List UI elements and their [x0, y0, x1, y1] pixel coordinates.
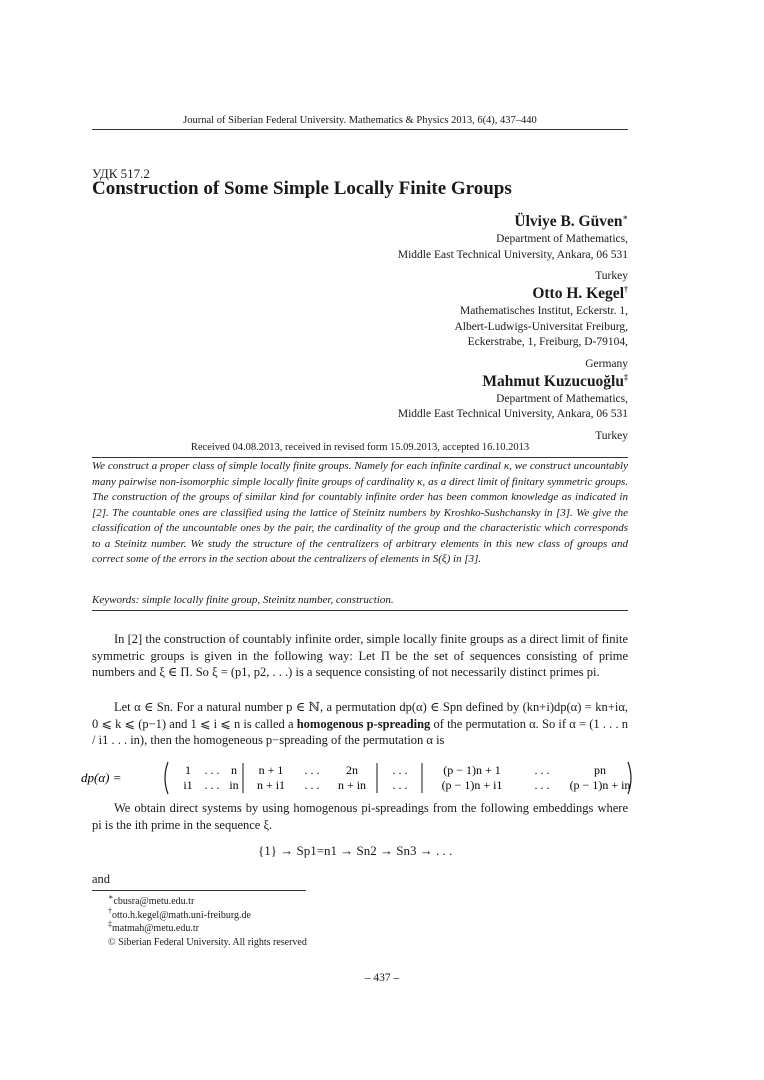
matrix-cell: (p − 1)n + 1 [443, 763, 501, 777]
paragraph-intro: In [2] the construction of countably infinite order, simple locally finite groups as a direct limit of finite symmetric groups is given in the following way: Let Π be the set of sequences consisting of prime numbers and ξ ∈ Π. So ξ = (p1, p2, . . .) is a sequence consisting of not necessarily distinct primes pi. [92, 632, 628, 679]
matrix-cell: n + i1 [256, 778, 286, 792]
embedding-sequence: {1} → Sp1=n1 → Sn2 → Sn3 → . . . [258, 843, 453, 858]
matrix-cell: i1 [183, 778, 193, 792]
matrix-svg [80, 758, 640, 798]
footnotes [108, 892, 307, 949]
matrix-cell: . . . [204, 778, 220, 792]
matrix-cell: 2n [346, 763, 358, 777]
author-affiliation: Middle East Technical University, Ankara, 06 531 [397, 408, 628, 420]
article-title: Construction of Some Simple Locally Finite Groups [92, 178, 512, 199]
abstract: We construct a proper class of simple locally finite groups. Namely for each infinite cardinal κ, we construct uncountably many pairwise non-isomorphic simple locally finite groups of cardinality κ, as a direct limit of finitary symmetric groups. The construction of the groups of similar kind for countably infinite order has been common knowledge as indicated in [2]. The countable ones are classified using the lattice of Steinitz numbers by Kroshko-Sushchansky in [3]. We give the classification of the uncountable ones by the pair, the cardinality of the group and the characteristic which corresponds to a Steinitz number. We study the structure of the centralizers of arbitrary elements in this new class of groups and correct some of the errors in the section about the centralizers of elements in S(ξ) in [3]. [92, 460, 628, 565]
author-2 [228, 284, 628, 372]
matrix-cell: (p − 1)n + in [569, 778, 631, 792]
author-country: Germany [585, 357, 628, 370]
matrix-cell: in [229, 778, 239, 792]
paragraph-direct-systems: We obtain direct systems by using homogenous pi-spreadings from the following embeddings where pi is the ith prime in the sequence ξ. [92, 801, 628, 832]
matrix-cell: . . . [392, 778, 408, 792]
author-affiliation: Eckerstrabe, 1, Freiburg, D-79104, [467, 336, 628, 348]
formula-label: dp(α) = [81, 770, 122, 785]
matrix-cell: pn [594, 763, 606, 777]
matrix-cell: 1 [185, 763, 191, 777]
author-name: Mahmut Kuzucuoğlu‡ [482, 372, 628, 390]
matrix-cell: . . . [304, 778, 320, 792]
header-rule [92, 129, 628, 130]
matrix-cell: n + 1 [258, 763, 284, 777]
author-3 [228, 372, 628, 444]
abstract-top-rule [92, 457, 628, 458]
author-affiliation: Albert-Ludwigs-Universitat Freiburg, [454, 320, 628, 333]
author-1 [228, 212, 628, 284]
footnote: ∗cbusra@metu.edu.tr [108, 892, 195, 907]
matrix-cell: . . . [534, 763, 550, 777]
term-homogenous-spreading: homogenous p-spreading [296, 716, 431, 731]
footnote-rule [92, 890, 306, 891]
author-affiliation: Department of Mathematics, [496, 392, 628, 405]
author-affiliation: Mathematisches Institut, Eckerstr. 1, [460, 305, 628, 317]
page-number: – 437 – [364, 972, 400, 984]
footnote: †otto.h.kegel@math.uni-freiburg.de [108, 906, 251, 921]
authors-block [228, 212, 628, 444]
matrix-cell: . . . [392, 763, 408, 777]
footnote: © Siberian Federal University. All rights reserved [108, 936, 307, 948]
and-text: and [92, 872, 111, 886]
keywords: Keywords: simple locally finite group, Steinitz number, construction. [92, 594, 394, 606]
author-affiliation: Department of Mathematics, [496, 233, 628, 245]
footnote: ‡matmah@metu.edu.tr [108, 919, 199, 934]
received-dates: Received 04.08.2013, received in revised form 15.09.2013, accepted 16.10.2013 [190, 442, 530, 453]
author-name: Ülviye B. Güven∗ [514, 212, 628, 230]
matrix-cell: n [231, 763, 237, 777]
author-country: Turkey [595, 429, 628, 442]
spreading-formula [80, 758, 640, 798]
matrix-cell: . . . [304, 763, 320, 777]
left-paren [165, 762, 168, 794]
paragraph-spreading: Let α ∈ Sn. For a natural number p ∈ ℕ, a permutation dp(α) ∈ Spn defined by (kn+i)dp(α) = kn+iα, 0 ⩽ k ⩽ (p−1) and 1 ⩽ i ⩽ n is called a homogenous p-spreading of the permutation α. So if α = (1 . . . n / i1 . . . in), then the homogeneous p−spreading of the permutation α is [92, 700, 629, 747]
journal-header: Journal of Siberian Federal University. Mathematics & Physics 2013, 6(4), 437–440 [183, 115, 537, 126]
matrix-cell: (p − 1)n + i1 [441, 778, 503, 792]
author-country: Turkey [595, 270, 628, 282]
matrix-cell: . . . [534, 778, 550, 792]
matrix-cell: . . . [204, 763, 220, 777]
author-affiliation: Middle East Technical University, Ankara, 06 531 [397, 248, 628, 261]
matrix-cell: n + in [337, 778, 367, 792]
abstract-bottom-rule [92, 610, 628, 611]
udk-code: УДК 517.2 [92, 166, 150, 181]
author-name: Otto H. Kegel† [532, 284, 628, 302]
